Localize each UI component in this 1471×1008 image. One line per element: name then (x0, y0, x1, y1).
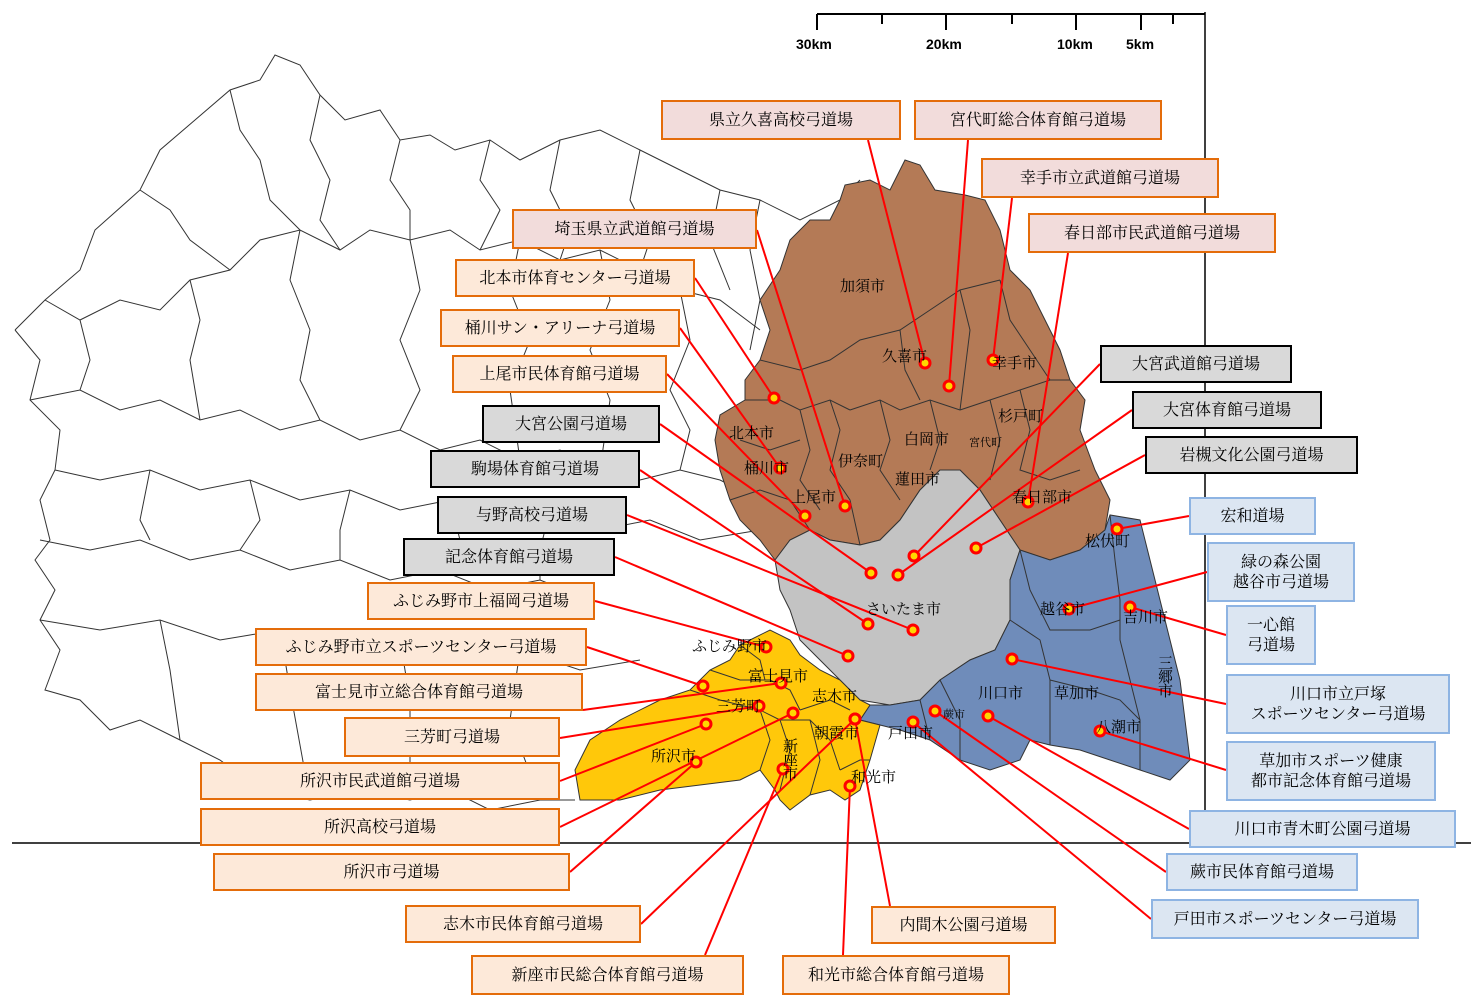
city-label-tokorozawa: 所沢市 (651, 747, 697, 765)
scale-bar (817, 14, 1205, 30)
facility-label-okegawa-arena: 桶川サン・アリーナ弓道場 (440, 309, 680, 347)
facility-marker (983, 711, 993, 721)
facility-label-shiki-gym: 志木市民体育館弓道場 (405, 905, 641, 943)
facility-marker (944, 381, 954, 391)
city-label-miyoshi: 三芳町 (716, 697, 762, 715)
city-label-hasuda: 蓮田市 (895, 470, 941, 488)
facility-label-satte-budokan: 幸手市立武道館弓道場 (981, 158, 1219, 198)
facility-label-kuki-high-school: 県立久喜高校弓道場 (661, 100, 901, 140)
facility-marker (863, 619, 873, 629)
facility-marker (698, 681, 708, 691)
facility-label-omiya-park: 大宮公園弓道場 (482, 405, 660, 443)
facility-marker (893, 570, 903, 580)
facility-label-fujimino-kamifukuoka: ふじみ野市上福岡弓道場 (367, 582, 595, 620)
facility-marker (840, 501, 850, 511)
facility-marker (971, 543, 981, 553)
city-label-kitamoto: 北本市 (729, 424, 775, 442)
facility-label-kinen-gym: 記念体育館弓道場 (403, 538, 615, 576)
city-label-toda: 戸田市 (888, 724, 934, 742)
city-label-misato: 三郷市 (1156, 655, 1174, 697)
facility-label-omiya-gym: 大宮体育館弓道場 (1132, 391, 1322, 429)
facility-label-kasukabe-budokan: 春日部市民武道館弓道場 (1028, 213, 1276, 253)
facility-label-isshinkan: 一心館 弓道場 (1226, 605, 1316, 665)
city-label-niiza: 新座市 (781, 738, 799, 780)
facility-marker (930, 706, 940, 716)
city-label-satte: 幸手市 (992, 354, 1038, 372)
city-label-yashio: 八潮市 (1096, 718, 1142, 736)
facility-label-miyoshi-dojo: 三芳町弓道場 (344, 717, 560, 757)
facility-label-fujimi-gym: 富士見市立総合体育館弓道場 (255, 673, 583, 711)
city-label-wako: 和光市 (851, 768, 897, 786)
facility-label-kawaguchi-aoki: 川口市青木町公園弓道場 (1189, 810, 1456, 848)
city-label-kawaguchi: 川口市 (978, 684, 1024, 702)
scale-label-10km: 10km (1057, 36, 1093, 52)
city-label-okegawa: 桶川市 (744, 459, 790, 477)
city-label-soka: 草加市 (1054, 684, 1100, 702)
facility-marker (843, 651, 853, 661)
facility-label-kowa-dojo: 宏和道場 (1189, 497, 1316, 535)
facility-label-kawaguchi-totsuka: 川口市立戸塚 スポーツセンター弓道場 (1226, 674, 1450, 734)
facility-label-saitama-budokan: 埼玉県立武道館弓道場 (512, 209, 757, 249)
scale-label-20km: 20km (926, 36, 962, 52)
facility-label-soka-gym: 草加市スポーツ健康 都市記念体育館弓道場 (1226, 741, 1436, 801)
facility-label-toda-sports: 戸田市スポーツセンター弓道場 (1151, 899, 1419, 939)
facility-label-iwatsuki-park: 岩槻文化公園弓道場 (1145, 436, 1358, 474)
city-label-koshigaya: 越谷市 (1040, 600, 1086, 618)
city-label-fujimi: 富士見市 (748, 667, 809, 685)
facility-marker (909, 551, 919, 561)
leader-line (843, 786, 850, 955)
facility-label-yono-high-school: 与野高校弓道場 (437, 496, 627, 534)
facility-label-warabi-gym: 蕨市民体育館弓道場 (1166, 853, 1358, 891)
facility-marker (866, 568, 876, 578)
facility-marker (908, 625, 918, 635)
facility-label-omiya-budokan: 大宮武道館弓道場 (1100, 345, 1292, 383)
facility-marker (769, 393, 779, 403)
city-label-matsubushi: 松伏町 (1085, 532, 1131, 550)
facility-marker (788, 708, 798, 718)
city-label-kazo: 加須市 (840, 277, 886, 295)
city-label-saitama: さいたま市 (866, 600, 942, 618)
city-label-kasukabe: 春日部市 (1012, 488, 1073, 506)
facility-label-uchimagi-park: 内間木公園弓道場 (871, 906, 1056, 944)
facility-label-komaba-gym: 駒場体育館弓道場 (430, 450, 640, 488)
city-label-sugito: 杉戸町 (998, 407, 1044, 425)
facility-label-niiza-gym: 新座市民総合体育館弓道場 (471, 955, 744, 995)
city-label-miyashiro: 宮代町 (969, 436, 1002, 449)
facility-label-tokorozawa-high-school: 所沢高校弓道場 (200, 808, 560, 846)
leader-line (587, 647, 703, 686)
facility-label-kitamoto-center: 北本市体育センター弓道場 (455, 259, 695, 297)
facility-marker (1007, 654, 1017, 664)
city-label-inamachi: 伊奈町 (838, 452, 884, 470)
facility-label-tokorozawa-budokan: 所沢市民武道館弓道場 (200, 762, 560, 800)
city-label-warabi: 蕨市 (943, 708, 965, 721)
facility-label-wako-gym: 和光市総合体育館弓道場 (782, 955, 1010, 995)
scale-label-5km: 5km (1126, 36, 1155, 52)
facility-label-koshigaya-midori: 緑の森公園 越谷市弓道場 (1207, 542, 1355, 602)
city-label-fujimino: ふじみ野市 (692, 637, 768, 655)
leader-line (705, 769, 783, 955)
scale-label-30km: 30km (796, 36, 832, 52)
city-label-shiki: 志木市 (812, 687, 858, 705)
city-label-kuki: 久喜市 (882, 347, 928, 365)
facility-marker (701, 719, 711, 729)
city-label-asaka: 朝霞市 (814, 724, 860, 742)
facility-label-fujimino-sports: ふじみ野市立スポーツセンター弓道場 (255, 628, 587, 666)
city-label-ageo: 上尾市 (791, 488, 837, 506)
facility-label-tokorozawa-city: 所沢市弓道場 (213, 853, 570, 891)
facility-marker (800, 511, 810, 521)
city-label-yoshikawa: 吉川市 (1123, 608, 1169, 626)
facility-label-ageo-gym: 上尾市民体育館弓道場 (452, 355, 667, 393)
facility-label-miyashiro-gym: 宮代町総合体育館弓道場 (914, 100, 1162, 140)
city-label-shiraoka: 白岡市 (904, 430, 950, 448)
